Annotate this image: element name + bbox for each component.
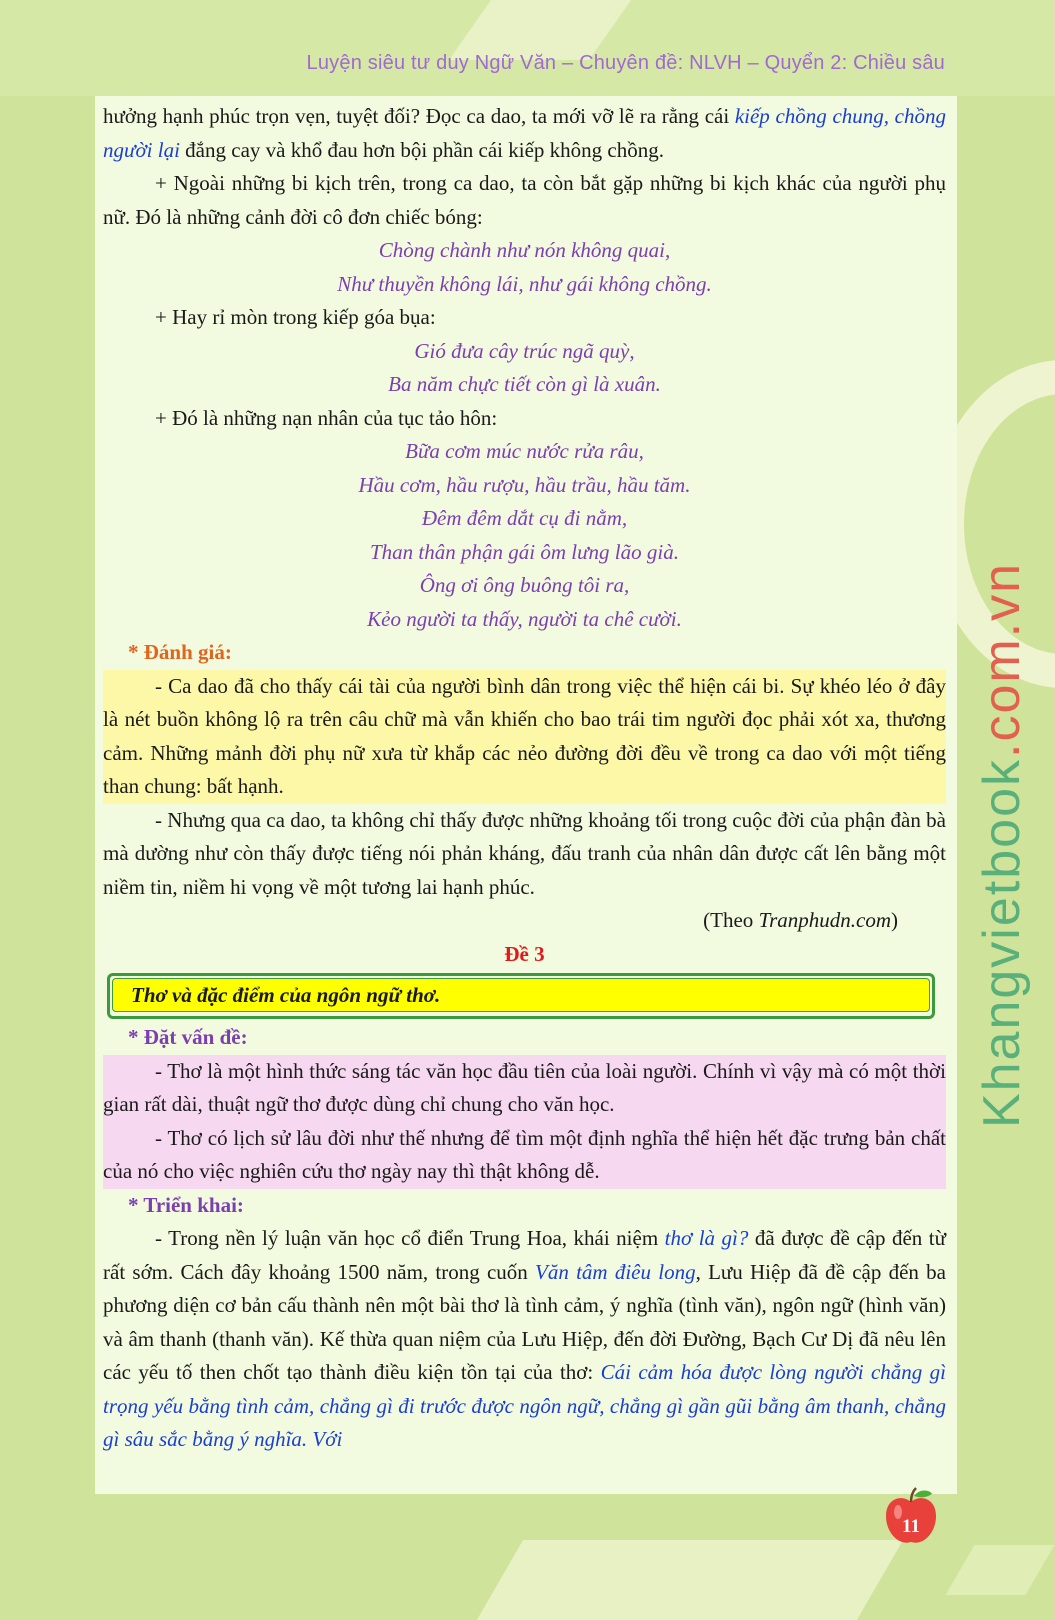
topic-text: Thơ và đặc điểm của ngôn ngữ thơ. [112, 978, 930, 1012]
text: (Theo [703, 908, 759, 932]
book-title: Văn tâm điêu long [535, 1259, 696, 1284]
poem-line: Hầu cơm, hầu rượu, hầu trầu, hầu tăm. [358, 472, 691, 497]
source-name: Tranphudn.com [758, 908, 891, 932]
poem-line: Chòng chành như nón không quai, [378, 238, 671, 262]
paragraph: + Hay rỉ mòn trong kiếp góa bụa: [155, 305, 436, 329]
watermark-main: Khangvietbook [973, 758, 1031, 1129]
running-header: Luyện siêu tư duy Ngữ Văn – Chuyên đề: NLVH – Quyển 2: Chiều sâu [306, 52, 945, 74]
poem-line: Gió đưa cây trúc ngã quỳ, [414, 338, 635, 363]
page-number: 11 [902, 1516, 920, 1537]
poem-line: Kẻo người ta thấy, người ta chê cười. [367, 606, 682, 631]
paragraph: + Đó là những nạn nhân của tục tảo hôn: [155, 405, 498, 430]
text: đắng cay và khổ đau hơn bội phần cái kiếp không chồng. [179, 137, 664, 162]
watermark-domain: .com.vn [973, 561, 1031, 759]
section-heading: * Đặt vấn đề: [128, 1025, 248, 1049]
highlighted-paragraph: - Ca dao đã cho thấy cái tài của người bình dân trong việc thể hiện cái bi. Sự khéo léo ở đây là nét buồn không lộ ra trên câu chữ mà vẫn khiến cho bao trái tim người đọc phải xót xa, thương cảm. Những mảnh đời phụ nữ xưa từ khắp các nẻo đường đời đều về trong ca dao với một tiếng than chung: bất hạnh. [103, 670, 946, 804]
exercise-title: Đề 3 [504, 941, 545, 966]
poem-line: Than thân phận gái ôm lưng lão già. [370, 539, 679, 564]
poem-line: Đêm đêm dắt cụ đi nằm, [421, 506, 628, 530]
page-body [95, 96, 957, 1494]
poem-line: Ông ơi ông buông tôi ra, [419, 573, 630, 597]
poem-line: Ba năm chực tiết còn gì là xuân. [388, 372, 661, 396]
text: , Lưu Hiệp đã đề cập đến ba phương diện cơ bản cấu thành nên một bài thơ là tình cảm, ý nghĩa (tình văn), ngôn ngữ (hình văn) và âm thanh (thanh văn). Kế thừa quan niệm của Lưu Hiệp, đến đời Đường, Bạch Cư Dị đã nêu lên các yếu tố then chốt tạo thành điều kiện tồn tại của thơ: [103, 1259, 946, 1384]
paragraph [103, 1222, 946, 1457]
text: - Trong nền lý luận văn học cổ điển Trung Hoa, khái niệm [155, 1226, 665, 1250]
text: ) [891, 908, 898, 932]
paragraph: - Nhưng qua ca dao, ta không chỉ thấy được những khoảng tối trong cuộc đời của phận đàn bà mà dường như còn thấy được tiếng nói phản kháng, đấu tranh của nhân dân được cất lên bằng một niềm tin, niềm hi vọng về một tương lai hạnh phúc. [103, 807, 946, 899]
quotation: Cái cảm hóa được lòng người chẳng gì trọng yếu bằng tình cảm, chẳng gì đi trước được ngôn ngữ, chẳng gì gần gũi bằng âm thanh, chẳng gì sâu sắc bằng ý nghĩa. Với [103, 1360, 946, 1451]
topic-box [107, 973, 935, 1019]
decorative-shape [477, 1540, 903, 1620]
text-content [103, 100, 946, 1457]
highlighted-paragraph: - Thơ có lịch sử lâu đời như thế nhưng để tìm một định nghĩa thể hiện hết đặc trưng bản chất của nó cho việc nghiên cứu thơ ngày nay thì thật không dễ. [103, 1122, 946, 1189]
text: hưởng hạnh phúc trọn vẹn, tuyệt đối? Đọc ca dao, ta mới vỡ lẽ ra rằng cái [103, 104, 735, 128]
page-number-badge [880, 1486, 942, 1548]
section-heading: * Triển khai: [128, 1192, 244, 1217]
watermark [972, 562, 1032, 1128]
source-citation [103, 904, 946, 938]
italic-phrase: thơ là gì? [664, 1226, 749, 1250]
section-heading: * Đánh giá: [128, 640, 232, 664]
poem-line: Như thuyền không lái, như gái không chồng. [337, 271, 712, 296]
text: đã được đề cập đến từ rất sớm. Cách đây khoảng 1500 năm, trong cuốn [103, 1226, 946, 1284]
paragraph [103, 100, 946, 167]
poem-line: Bữa cơm múc nước rửa râu, [405, 439, 644, 463]
highlighted-paragraph: - Thơ là một hình thức sáng tác văn học đầu tiên của loài người. Chính vì vậy mà có một thời gian rất dài, thuật ngữ thơ được dùng chỉ chung cho văn học. [103, 1055, 946, 1122]
italic-phrase: kiếp chồng chung, chồng người lại [103, 104, 946, 162]
paragraph: + Ngoài những bi kịch trên, trong ca dao, ta còn bắt gặp những bi kịch khác của người phụ nữ. Đó là những cảnh đời cô đơn chiếc bóng: [103, 171, 946, 229]
